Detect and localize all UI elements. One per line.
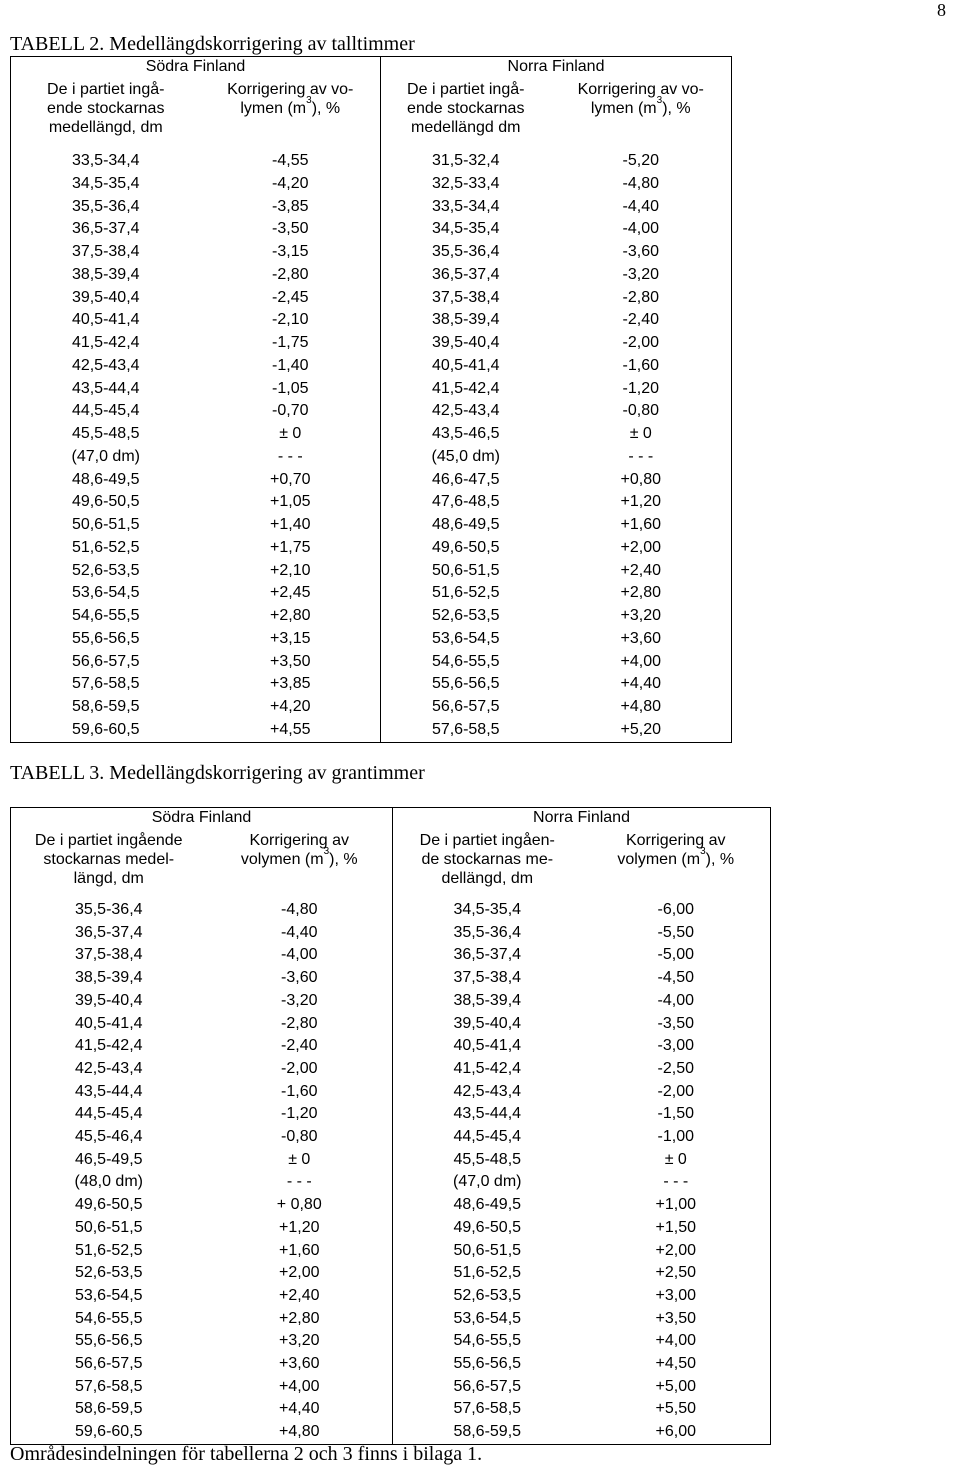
correction-north-cell: +2,40 xyxy=(551,560,732,583)
length-north-cell: 37,5-38,4 xyxy=(381,287,551,310)
column-header-length-south xyxy=(11,79,201,150)
correction-south-cell: - - - xyxy=(277,447,303,465)
length-south-cell: 36,5-37,4 xyxy=(11,922,207,945)
length-south-cell: 45,5-46,4 xyxy=(11,1126,207,1149)
correction-north-cell: -2,50 xyxy=(582,1058,771,1081)
header-text: Korrigering av vo- lymen (m xyxy=(227,81,354,117)
correction-south-cell: +3,15 xyxy=(270,629,311,647)
correction-south-cell: -4,20 xyxy=(272,174,309,192)
length-north-cell: 39,5-40,4 xyxy=(381,332,551,355)
length-north-cell: 34,5-35,4 xyxy=(381,218,551,241)
table-row xyxy=(11,1081,771,1104)
correction-south-cell: +1,05 xyxy=(270,493,311,511)
column-header-correction-north xyxy=(582,830,771,899)
length-north-cell: 32,5-33,4 xyxy=(381,173,551,196)
column-header-correction-south xyxy=(201,79,381,150)
correction-north-cell: -4,00 xyxy=(551,218,732,241)
correction-south-cell: +2,10 xyxy=(270,561,311,579)
correction-north-cell: -3,60 xyxy=(551,241,732,264)
table-row xyxy=(11,1376,771,1399)
region-header-south: Södra Finland xyxy=(11,808,393,831)
length-north-cell: 48,6-49,5 xyxy=(393,1194,582,1217)
length-south-cell: 52,6-53,5 xyxy=(11,560,201,583)
correction-south-cell: -4,55 xyxy=(272,152,309,169)
length-north-cell: 46,6-47,5 xyxy=(381,469,551,492)
correction-south-cell: +1,60 xyxy=(279,1241,320,1259)
column-header-correction-north xyxy=(551,79,732,150)
correction-north-cell: +5,50 xyxy=(582,1398,771,1421)
length-south-cell: 55,6-56,5 xyxy=(11,628,201,651)
correction-north-cell: -1,00 xyxy=(582,1126,771,1149)
correction-south-cell: -3,15 xyxy=(272,243,309,260)
length-north-cell: 50,6-51,5 xyxy=(393,1240,582,1263)
correction-north-cell: -1,60 xyxy=(551,355,732,378)
length-north-cell: 47,6-48,5 xyxy=(381,491,551,514)
correction-north-cell: -3,20 xyxy=(551,264,732,287)
superscript: 3 xyxy=(323,846,330,857)
table-row xyxy=(11,1013,771,1036)
table-row xyxy=(11,560,732,583)
page-number: 8 xyxy=(937,0,946,20)
correction-north-cell: +1,20 xyxy=(551,491,732,514)
correction-south-cell: -3,60 xyxy=(281,969,318,987)
correction-north-cell: -3,50 xyxy=(582,1013,771,1036)
table-row xyxy=(11,1285,771,1308)
correction-north-cell: -6,00 xyxy=(582,899,771,922)
length-north-cell: 45,5-48,5 xyxy=(393,1149,582,1172)
length-north-cell: 55,6-56,5 xyxy=(381,673,551,696)
length-south-cell: 39,5-40,4 xyxy=(11,990,207,1013)
length-north-cell: 55,6-56,5 xyxy=(393,1353,582,1376)
correction-north-cell: +3,20 xyxy=(551,605,732,628)
correction-north-cell: -0,80 xyxy=(551,400,732,423)
column-header-correction-south xyxy=(207,830,393,899)
table-row xyxy=(11,967,771,990)
length-south-cell: 58,6-59,5 xyxy=(11,696,201,719)
table3-caption: TABELL 3. Medellängdskorrigering av grantimmer xyxy=(10,762,425,784)
table-row xyxy=(11,1103,771,1126)
correction-north-cell: +3,50 xyxy=(582,1308,771,1331)
length-south-cell: (47,0 dm) xyxy=(11,446,201,469)
correction-south-cell: + 0,80 xyxy=(276,1196,322,1214)
table-row xyxy=(11,491,732,514)
length-north-cell: 33,5-34,4 xyxy=(381,196,551,219)
length-north-cell: 39,5-40,4 xyxy=(393,1013,582,1036)
table-row xyxy=(11,537,732,560)
length-south-cell: 40,5-41,4 xyxy=(11,1013,207,1036)
length-south-cell: 44,5-45,4 xyxy=(11,1103,207,1126)
header-text-end: ), % xyxy=(662,100,691,117)
length-south-cell: 36,5-37,4 xyxy=(11,218,201,241)
length-south-cell: 34,5-35,4 xyxy=(11,173,201,196)
length-north-cell: 38,5-39,4 xyxy=(381,309,551,332)
correction-north-cell: +4,50 xyxy=(582,1353,771,1376)
header-text: De i partiet ingå- ende stockarnas medellängd, dm xyxy=(47,81,165,136)
length-south-cell: 37,5-38,4 xyxy=(11,944,207,967)
length-south-cell: 57,6-58,5 xyxy=(11,1376,207,1399)
correction-south-cell: -2,80 xyxy=(272,265,309,283)
superscript: 3 xyxy=(306,95,312,106)
length-south-cell: 44,5-45,4 xyxy=(11,400,201,423)
correction-south-cell: +4,80 xyxy=(207,1421,393,1444)
correction-south-cell: +2,80 xyxy=(270,607,311,624)
table-row xyxy=(11,628,732,651)
correction-south-cell: -2,10 xyxy=(272,311,309,329)
table-row xyxy=(11,218,732,241)
correction-north-cell: -3,00 xyxy=(582,1035,771,1058)
length-north-cell: 56,6-57,5 xyxy=(393,1376,582,1399)
correction-north-cell: ± 0 xyxy=(582,1149,771,1172)
length-north-cell: 51,6-52,5 xyxy=(381,582,551,605)
length-south-cell: 56,6-57,5 xyxy=(11,651,201,674)
length-north-cell: (45,0 dm) xyxy=(381,446,551,469)
table-row xyxy=(11,944,771,967)
correction-north-cell: +0,80 xyxy=(551,469,732,492)
correction-south-cell: -2,00 xyxy=(281,1059,318,1077)
length-south-cell: 51,6-52,5 xyxy=(11,537,201,560)
table-row xyxy=(11,446,732,469)
length-south-cell: 45,5-48,5 xyxy=(11,423,201,446)
correction-north-cell: +4,80 xyxy=(551,696,732,719)
table-row xyxy=(11,196,732,219)
table-row xyxy=(11,1194,771,1217)
column-header-length-north xyxy=(393,830,582,899)
correction-north-cell: -1,20 xyxy=(551,378,732,401)
table-row xyxy=(11,1398,771,1421)
table-row xyxy=(11,1330,771,1353)
length-south-cell: 38,5-39,4 xyxy=(11,967,207,990)
length-north-cell: 43,5-44,4 xyxy=(393,1103,582,1126)
correction-south-cell: -0,80 xyxy=(281,1128,318,1146)
header-text: De i partiet ingå- ende stockarnas medellängd dm xyxy=(407,81,525,136)
length-north-cell: 52,6-53,5 xyxy=(393,1285,582,1308)
length-north-cell: 58,6-59,5 xyxy=(393,1421,582,1444)
length-north-cell: 49,6-50,5 xyxy=(381,537,551,560)
correction-north-cell: +3,00 xyxy=(582,1285,771,1308)
table-row xyxy=(11,696,732,719)
correction-north-cell: +5,20 xyxy=(551,719,732,742)
length-north-cell: 40,5-41,4 xyxy=(381,355,551,378)
table-row xyxy=(11,423,732,446)
correction-south-cell: +2,00 xyxy=(279,1264,320,1282)
length-north-cell: 41,5-42,4 xyxy=(381,378,551,401)
length-north-cell: 57,6-58,5 xyxy=(393,1398,582,1421)
correction-south-cell: +0,70 xyxy=(270,470,311,488)
length-south-cell: 38,5-39,4 xyxy=(11,264,201,287)
table-row xyxy=(11,673,732,696)
table-row xyxy=(11,332,732,355)
table-row xyxy=(11,400,732,423)
length-south-cell: 50,6-51,5 xyxy=(11,1217,207,1240)
length-south-cell: 46,5-49,5 xyxy=(11,1149,207,1172)
length-south-cell: 35,5-36,4 xyxy=(11,899,207,922)
length-south-cell: 54,6-55,5 xyxy=(11,605,201,628)
correction-north-cell: +3,60 xyxy=(551,628,732,651)
correction-south-cell: -1,05 xyxy=(272,379,309,397)
length-south-cell: 35,5-36,4 xyxy=(11,196,201,219)
correction-north-cell: -4,50 xyxy=(582,967,771,990)
header-text-end: ), % xyxy=(311,100,341,117)
correction-north-cell: +1,60 xyxy=(551,514,732,537)
correction-south-cell: +3,85 xyxy=(270,675,311,693)
table-row xyxy=(11,1058,771,1081)
table-row xyxy=(11,1240,771,1263)
header-text: Korrigering av volymen (m xyxy=(617,832,726,868)
header-text-end: ), % xyxy=(329,851,358,868)
table-row xyxy=(11,1308,771,1331)
table-row xyxy=(11,1217,771,1240)
length-south-cell: 55,6-56,5 xyxy=(11,1330,207,1353)
length-south-cell: 57,6-58,5 xyxy=(11,673,201,696)
table3-spruce-correction xyxy=(10,807,771,1445)
region-header-north: Norra Finland xyxy=(393,808,771,831)
correction-south-cell: -2,40 xyxy=(281,1037,318,1055)
correction-south-cell: +4,55 xyxy=(201,719,381,742)
header-text: Korrigering av volymen (m xyxy=(240,832,350,868)
length-south-cell: 41,5-42,4 xyxy=(11,332,201,355)
length-north-cell: 43,5-46,5 xyxy=(381,423,551,446)
length-south-cell: 33,5-34,4 xyxy=(11,150,201,173)
table3-body xyxy=(11,899,771,1444)
correction-north-cell: - - - xyxy=(551,446,732,469)
table-row xyxy=(11,355,732,378)
correction-north-cell: -5,20 xyxy=(551,150,732,173)
correction-south-cell: -4,40 xyxy=(281,923,318,941)
correction-south-cell: +4,00 xyxy=(279,1377,320,1395)
length-south-cell: 39,5-40,4 xyxy=(11,287,201,310)
header-text: Korrigering av vo- lymen (m xyxy=(577,81,704,117)
length-north-cell: 40,5-41,4 xyxy=(393,1035,582,1058)
header-text-end: ), % xyxy=(705,851,735,868)
length-north-cell: 52,6-53,5 xyxy=(381,605,551,628)
correction-north-cell: -5,00 xyxy=(582,944,771,967)
length-south-cell: 42,5-43,4 xyxy=(11,1058,207,1081)
correction-north-cell: -1,50 xyxy=(582,1103,771,1126)
length-north-cell: 53,6-54,5 xyxy=(393,1308,582,1331)
table-row xyxy=(11,1035,771,1058)
correction-north-cell: -4,40 xyxy=(551,196,732,219)
correction-north-cell: +2,00 xyxy=(551,537,732,560)
correction-south-cell: -4,80 xyxy=(281,901,318,918)
correction-south-cell: -2,80 xyxy=(281,1014,318,1032)
header-text: De i partiet ingående stockarnas medel- längd, dm xyxy=(34,832,183,887)
correction-south-cell: +4,20 xyxy=(270,698,311,715)
table-row xyxy=(11,899,771,922)
length-south-cell: 54,6-55,5 xyxy=(11,1308,207,1331)
table-row xyxy=(11,264,732,287)
column-header-length-north xyxy=(381,79,551,150)
table-row xyxy=(11,469,732,492)
length-north-cell: 42,5-43,4 xyxy=(381,400,551,423)
length-north-cell: 36,5-37,4 xyxy=(381,264,551,287)
table-row xyxy=(11,922,771,945)
correction-south-cell: +2,40 xyxy=(279,1286,320,1304)
length-north-cell: 51,6-52,5 xyxy=(393,1262,582,1285)
correction-south-cell: ± 0 xyxy=(279,425,302,442)
length-north-cell: 34,5-35,4 xyxy=(393,899,582,922)
table-row xyxy=(11,651,732,674)
correction-south-cell: +1,40 xyxy=(270,516,311,533)
correction-south-cell: +3,20 xyxy=(279,1332,320,1350)
correction-south-cell: -3,20 xyxy=(281,991,318,1009)
correction-north-cell: -2,00 xyxy=(551,332,732,355)
table2-caption: TABELL 2. Medellängdskorrigering av talltimmer xyxy=(10,33,415,55)
length-south-cell: 58,6-59,5 xyxy=(11,1398,207,1421)
length-north-cell: 36,5-37,4 xyxy=(393,944,582,967)
table-row xyxy=(11,719,732,742)
length-north-cell: 48,6-49,5 xyxy=(381,514,551,537)
table-row xyxy=(11,173,732,196)
region-header-north: Norra Finland xyxy=(381,57,732,80)
correction-north-cell: +2,80 xyxy=(551,582,732,605)
table-row xyxy=(11,1126,771,1149)
correction-north-cell: +2,00 xyxy=(582,1240,771,1263)
table-row xyxy=(11,605,732,628)
table-row xyxy=(11,1421,771,1444)
correction-north-cell: -2,80 xyxy=(551,287,732,310)
correction-south-cell: -1,60 xyxy=(281,1082,318,1100)
correction-north-cell: +2,50 xyxy=(582,1262,771,1285)
table-row xyxy=(11,309,732,332)
table-row xyxy=(11,990,771,1013)
correction-south-cell: -0,70 xyxy=(272,402,309,420)
length-north-cell: 35,5-36,4 xyxy=(381,241,551,264)
correction-north-cell: +4,40 xyxy=(551,673,732,696)
correction-south-cell: +3,50 xyxy=(270,652,311,670)
length-north-cell: 57,6-58,5 xyxy=(381,719,551,742)
length-north-cell: 42,5-43,4 xyxy=(393,1081,582,1104)
correction-south-cell: -1,20 xyxy=(281,1105,318,1123)
column-header-length-south xyxy=(11,830,207,899)
correction-north-cell: -2,00 xyxy=(582,1081,771,1104)
correction-south-cell: +1,75 xyxy=(270,538,311,556)
correction-south-cell: -4,00 xyxy=(281,946,318,964)
length-north-cell: 35,5-36,4 xyxy=(393,922,582,945)
length-south-cell: (48,0 dm) xyxy=(11,1171,207,1194)
correction-south-cell: -3,85 xyxy=(272,197,309,215)
table-row xyxy=(11,1149,771,1172)
correction-south-cell: -2,45 xyxy=(272,288,309,306)
length-north-cell: 53,6-54,5 xyxy=(381,628,551,651)
table-row xyxy=(11,514,732,537)
length-north-cell: 31,5-32,4 xyxy=(381,150,551,173)
correction-north-cell: ± 0 xyxy=(551,423,732,446)
length-north-cell: 38,5-39,4 xyxy=(393,990,582,1013)
length-south-cell: 43,5-44,4 xyxy=(11,378,201,401)
correction-south-cell: -1,75 xyxy=(272,334,309,351)
length-south-cell: 43,5-44,4 xyxy=(11,1081,207,1104)
length-south-cell: 40,5-41,4 xyxy=(11,309,201,332)
length-south-cell: 42,5-43,4 xyxy=(11,355,201,378)
length-north-cell: 50,6-51,5 xyxy=(381,560,551,583)
length-north-cell: 54,6-55,5 xyxy=(393,1330,582,1353)
correction-north-cell: +6,00 xyxy=(582,1421,771,1444)
length-south-cell: 37,5-38,4 xyxy=(11,241,201,264)
length-north-cell: 56,6-57,5 xyxy=(381,696,551,719)
length-north-cell: (47,0 dm) xyxy=(393,1171,582,1194)
length-south-cell: 59,6-60,5 xyxy=(11,1421,207,1444)
length-south-cell: 59,6-60,5 xyxy=(11,719,201,742)
correction-north-cell: +4,00 xyxy=(582,1330,771,1353)
length-south-cell: 50,6-51,5 xyxy=(11,514,201,537)
table2-body xyxy=(11,150,732,742)
table-row xyxy=(11,241,732,264)
correction-north-cell: -4,80 xyxy=(551,173,732,196)
correction-south-cell: +2,80 xyxy=(279,1309,320,1327)
correction-south-cell: +1,20 xyxy=(279,1218,320,1236)
length-south-cell: 49,6-50,5 xyxy=(11,491,201,514)
correction-north-cell: -4,00 xyxy=(582,990,771,1013)
footer-note: Områdesindelningen för tabellerna 2 och 3 finns i bilaga 1. xyxy=(10,1443,483,1465)
length-south-cell: 41,5-42,4 xyxy=(11,1035,207,1058)
correction-north-cell: +1,50 xyxy=(582,1217,771,1240)
correction-south-cell: ± 0 xyxy=(288,1150,311,1168)
correction-north-cell: - - - xyxy=(582,1171,771,1194)
length-south-cell: 53,6-54,5 xyxy=(11,1285,207,1308)
table-row xyxy=(11,582,732,605)
table-row xyxy=(11,150,732,173)
correction-south-cell: +2,45 xyxy=(270,584,311,602)
correction-south-cell: -3,50 xyxy=(272,220,309,238)
correction-south-cell: - - - xyxy=(286,1173,312,1191)
length-south-cell: 56,6-57,5 xyxy=(11,1353,207,1376)
length-north-cell: 41,5-42,4 xyxy=(393,1058,582,1081)
superscript: 3 xyxy=(700,846,706,857)
table2-pine-correction xyxy=(10,56,732,743)
correction-north-cell: -5,50 xyxy=(582,922,771,945)
correction-south-cell: +3,60 xyxy=(279,1355,320,1373)
length-north-cell: 54,6-55,5 xyxy=(381,651,551,674)
correction-north-cell: +5,00 xyxy=(582,1376,771,1399)
length-south-cell: 48,6-49,5 xyxy=(11,469,201,492)
correction-north-cell: -2,40 xyxy=(551,309,732,332)
table-row xyxy=(11,378,732,401)
correction-north-cell: +4,00 xyxy=(551,651,732,674)
correction-north-cell: +1,00 xyxy=(582,1194,771,1217)
table-row xyxy=(11,1171,771,1194)
length-north-cell: 44,5-45,4 xyxy=(393,1126,582,1149)
superscript: 3 xyxy=(656,95,663,106)
length-south-cell: 53,6-54,5 xyxy=(11,582,201,605)
length-north-cell: 49,6-50,5 xyxy=(393,1217,582,1240)
length-south-cell: 49,6-50,5 xyxy=(11,1194,207,1217)
correction-south-cell: +4,40 xyxy=(279,1400,320,1418)
length-north-cell: 37,5-38,4 xyxy=(393,967,582,990)
correction-south-cell: -1,40 xyxy=(272,356,309,374)
length-south-cell: 52,6-53,5 xyxy=(11,1262,207,1285)
table-row xyxy=(11,1262,771,1285)
table-row xyxy=(11,1353,771,1376)
header-text: De i partiet ingåen- de stockarnas me- dellängd, dm xyxy=(419,832,555,887)
region-header-south: Södra Finland xyxy=(11,57,381,80)
length-south-cell: 51,6-52,5 xyxy=(11,1240,207,1263)
table-row xyxy=(11,287,732,310)
